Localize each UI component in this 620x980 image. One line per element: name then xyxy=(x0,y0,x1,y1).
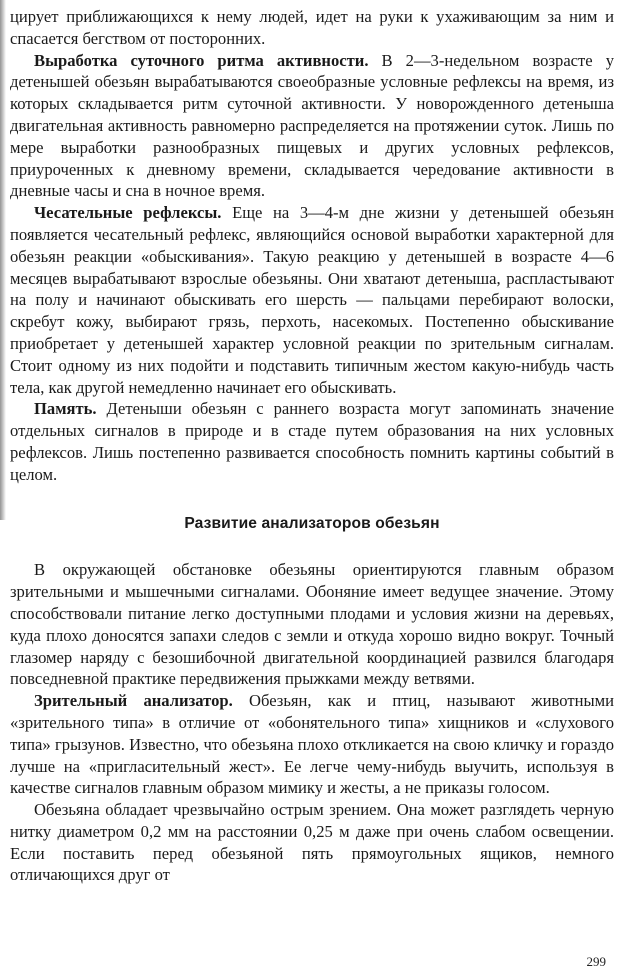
paragraph-text: Еще на 3—4-м дне жизни у детенышей обезьян появляется чесательный рефлекс, являющийся основой выработки характерной для обезьян реакции «обыскивания». Такую реакцию у детенышей в возрасте 4—6 месяцев вырабатывают взрослые обезьяны. Они хватают детеныша, распластывают на полу и начинают обыскивать его шерсть — пальцами перебирают волоски, скребут кожу, выбирают грязь, перхоть, насекомых. Постепенно обыскивание приобретает у детенышей характер условной реакции по зрительным сигналам. Стоит одному из них подойти и подставить типичным жестом какую-нибудь часть тела, как другой немедленно начинает его обыскивать. xyxy=(10,203,615,397)
paragraph-scratch-reflexes xyxy=(10,202,614,398)
paragraph-text: Обезьян, как и птиц, называют животными «зрительного типа» в отличие от «обонятельного типа» хищников и «слухового типа» грызунов. Известно, что обезьяна плохо откликается на свою кличку и гораздо лучше на «пригласительный жест». Ее легче чему-нибудь выучить, используя в качестве сигналов главным образом мимику и жесты, а не приказы голосом. xyxy=(10,691,614,798)
paragraph-term: Выработка суточного ритма активности. xyxy=(34,50,369,70)
paragraph-daily-rhythm xyxy=(10,50,614,203)
paragraph-text: цирует приближающихся к нему людей, идет на руки к ухаживающим за ним и спасается бегством от посторонних. xyxy=(10,7,614,48)
paragraph-text: В окружающей обстановке обезьяны ориентируются главным образом зрительными и мышечными сигналами. Обоняние имеет ведущее значение. Этому способствовали питание легко доступными плодами и условия жизни на деревьях, куда плохо доносятся запахи следов с земли и откуда хорошо видно вокруг. Точный глазомер наряду с безошибочной двигательной координацией развился благодаря повседневной практике передвижения прыжками между ветвями. xyxy=(10,560,614,689)
page-binding-shadow xyxy=(0,0,6,520)
page-number: 299 xyxy=(586,954,606,969)
section-heading: Развитие анализаторов обезьян xyxy=(184,514,440,532)
page-body-text xyxy=(10,6,614,886)
paragraph-visual-analyzer xyxy=(10,690,614,799)
paragraph-memory xyxy=(10,398,614,485)
paragraph-term: Зрительный анализатор. xyxy=(34,691,233,711)
paragraph-text: В 2—3-недельном возрасте у детенышей обезьян вырабатываются своеобразные условные рефлексы на время, из которых складывается ритм суточной активности. У новорожденного детеныша двигательная активность равномерно распределяется на протяжении суток. Лишь по мере выработки разнообразных пищевых и других условных рефлексов, приуроченных к дневному времени, складывается чередование активности в дневные часы и сна в ночное время. xyxy=(10,50,614,201)
paragraph-text: Детеныши обезьян с раннего возраста могут запоминать значение отдельных сигналов в природе и в стаде путем образования на них условных рефлексов. Лишь постепенно развивается способность помнить картины событий в целом. xyxy=(10,399,614,484)
paragraph-term: Чесательные рефлексы. xyxy=(34,203,222,223)
paragraph-term: Память. xyxy=(34,399,97,419)
paragraph-text: Обезьяна обладает чрезвычайно острым зрением. Она может разглядеть черную нитку диаметром 0,2 мм на расстоянии 0,25 м даже при очень слабом освещении. Если поставить перед обезьяной пять прямоугольных ящиков, немного отличающихся друг от xyxy=(10,800,614,885)
paragraph-orientation xyxy=(10,559,614,690)
paragraph-acute-vision xyxy=(10,799,614,886)
paragraph-continuation xyxy=(10,6,614,50)
